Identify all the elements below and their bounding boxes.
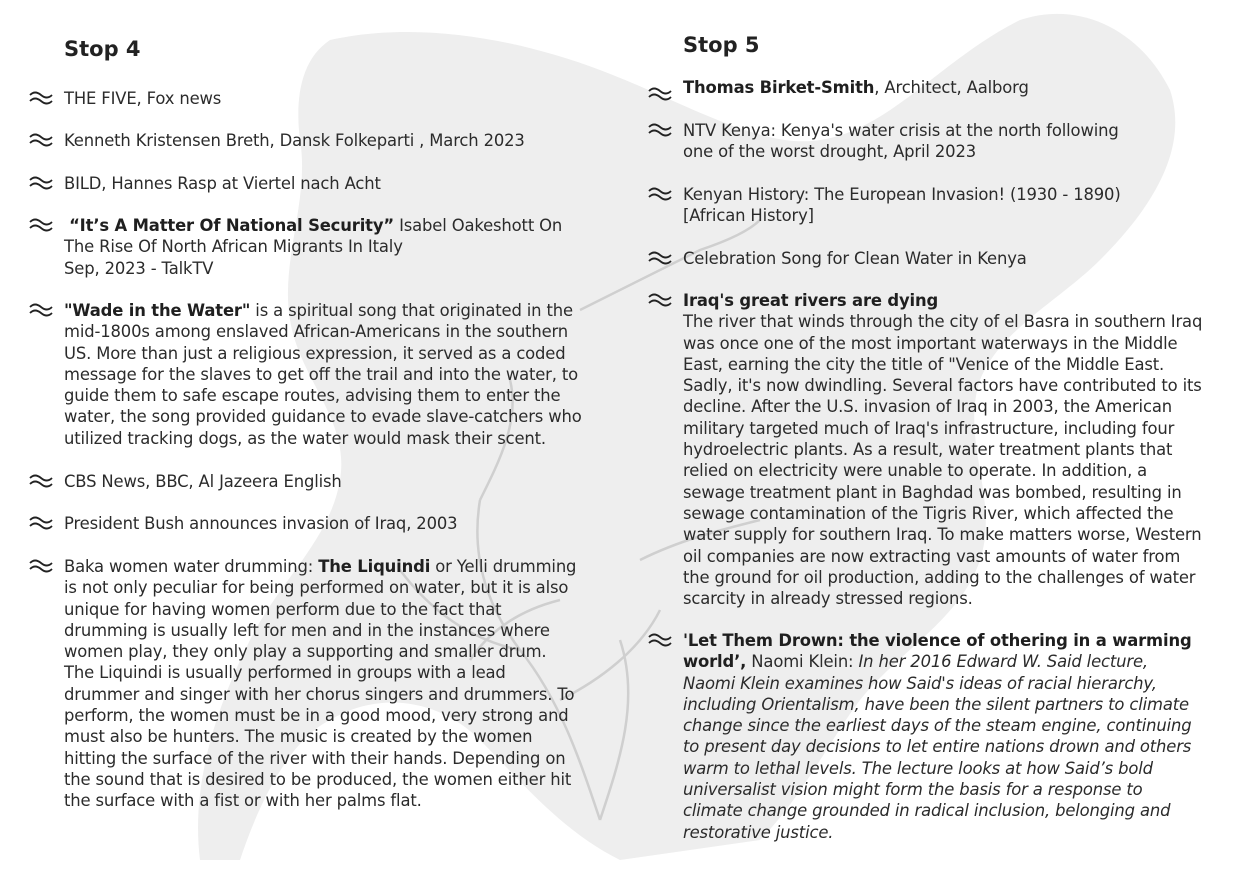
water-wave-icon [28, 130, 54, 148]
entry-body: Isabel Oakeshott On The Rise Of North African Migrants In Italy [64, 216, 563, 257]
entry-text: NTV Kenya: Kenya's water crisis at the north following one of the worst drought, April 2023 [683, 121, 1119, 162]
entry-italic: In her 2016 Edward W. Said lecture, Naomi Klein examines how Said's ideas of racial hierarchy, including Orientalism, have been the silent partners to climate change since the earliest days of the steam engine, continuing to present day decisions to let entire nations drown and others warm to lethal levels. The lecture looks at how Said’s bold universalist vision might form the basis for a response to climate change grounded in radical inclusion, belonging and restorative justice. [683, 652, 1192, 842]
entry-paragraph-2: The Liquindi is usually performed in groups with a lead drummer and singer with her chorus singers and drummers. To perform, the women must be in a good mood, very strong and must also be hunters. The music is created by the women hitting the surface of the river with their hands. Depending on the sound that is desired to be produced, the women either hit the surface with a fist or with her palms flat. [64, 663, 575, 811]
entry-body: The river that winds through the city of el Basra in southern Iraq was once one of the most important waterways in the Middle East, earning the city the title of "Venice of the Middle East. Sadly, it's now dwindling. Several factors have contributed to its decline. After the U.S. invasion of Iraq in 2003, the American military targeted much of Iraq's infrastructure, including four hydroelectric plants. As a result, water treatment plants that relied on electricity were unable to operate. In addition, a sewage treatment plant in Baghdad was bombed, resulting in sewage contamination of the Tigris River, which affected the water supply for southern Iraq. To make matters worse, Western oil companies are now extracting vast amounts of water from the ground for oil production, adding to the challenges of water scarcity in already stressed regions. [683, 312, 1203, 609]
list-item [64, 130, 584, 151]
entry-text [64, 300, 584, 449]
entry-text: Kenyan History: The European Invasion! (1930 - 1890) [683, 185, 1121, 204]
entry-bold: Thomas Birket-Smith [683, 78, 875, 97]
list-item [64, 300, 584, 449]
entry-text [683, 77, 1203, 98]
entry-body: , Architect, Aalborg [874, 78, 1029, 97]
entry-date: Sep, 2023 - TalkTV [64, 258, 214, 278]
water-wave-icon [28, 471, 54, 489]
entry-bold: The Liquindi [318, 557, 431, 576]
stop-5-title: Stop 5 [683, 33, 760, 57]
list-item [683, 184, 1203, 227]
list-item [683, 77, 1203, 98]
list-item [683, 290, 1203, 609]
water-wave-icon [647, 84, 673, 102]
entry-body: is a spiritual song that originated in the mid-1800s among enslaved African-Americans in the southern US. More than just a religious expression, it served as a coded message for the slaves to get off the trail and into the water, to guide them to safe escape routes, advising them to enter the water, the song provided guidance to evade slave-catchers who utilized tracking dogs, as the water would mask their scent. [64, 301, 582, 448]
water-wave-icon [28, 556, 54, 574]
entry-bold: “It’s A Matter Of National Security” [69, 216, 395, 235]
water-wave-icon [647, 248, 673, 266]
entry-text: Kenneth Kristensen Breth, Dansk Folkeparti , March 2023 [64, 131, 525, 150]
water-wave-icon [28, 173, 54, 191]
entry-text [64, 215, 584, 258]
water-wave-icon [28, 513, 54, 531]
entry-bold: Iraq's great rivers are dying [683, 291, 939, 310]
list-item [683, 630, 1203, 843]
entry-bold: 'Let Them Drown: the violence of othering in a warming world’, [683, 631, 1192, 672]
entry-prefix: Baka women water drumming: [64, 557, 319, 576]
list-item [64, 173, 584, 194]
water-wave-icon [28, 88, 54, 106]
entry-text: CBS News, BBC, Al Jazeera English [64, 472, 342, 491]
entry-bold: "Wade in the Water" [64, 301, 251, 320]
entry-text: BILD, Hannes Rasp at Viertel nach Acht [64, 174, 381, 193]
entry-text: Celebration Song for Clean Water in Kenya [683, 249, 1027, 268]
entry-body: or Yelli drumming is not only peculiar for being performed on water, but it is also unique for having women perform due to the fact that drumming is usually left for men and in the instances where women play, they only play a supporting and smaller drum. [64, 557, 577, 662]
water-wave-icon [647, 630, 673, 648]
entry-text: President Bush announces invasion of Iraq, 2003 [64, 514, 458, 533]
water-wave-icon [28, 215, 54, 233]
entry-text [64, 556, 584, 662]
list-item [64, 215, 584, 279]
list-item [683, 120, 1203, 163]
entry-text [683, 630, 1203, 843]
stop-4-title: Stop 4 [64, 37, 141, 61]
entry-text: THE FIVE, Fox news [64, 89, 222, 108]
water-wave-icon [647, 290, 673, 308]
list-item [64, 556, 584, 812]
list-item [64, 513, 584, 534]
water-wave-icon [647, 184, 673, 202]
entry-author: Naomi Klein: [746, 652, 859, 672]
list-item [683, 248, 1203, 269]
list-item [64, 471, 584, 492]
water-wave-icon [647, 120, 673, 138]
list-item [64, 88, 584, 109]
water-wave-icon [28, 300, 54, 318]
entry-subtitle: [African History] [683, 206, 814, 226]
